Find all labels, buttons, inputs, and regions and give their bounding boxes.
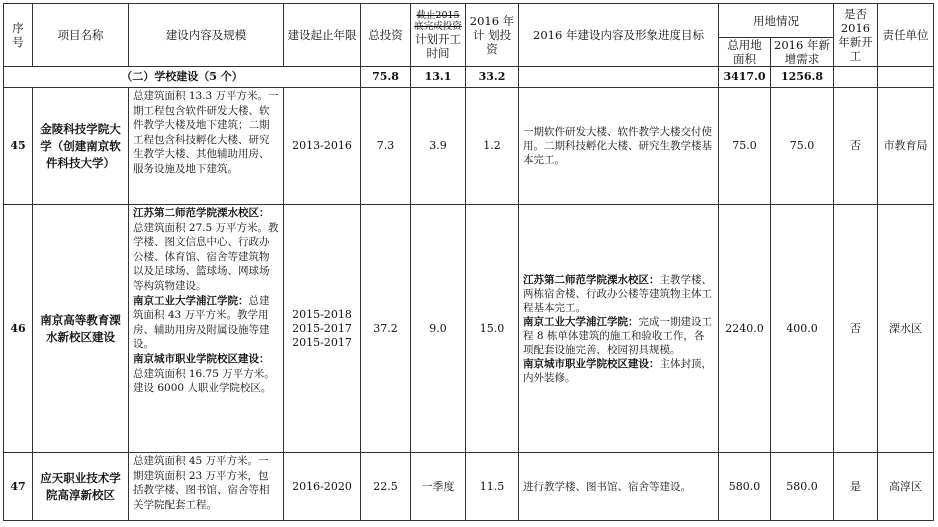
section-inv2016: 33.2 [466,67,519,88]
row-seq: 46 [4,205,33,453]
header-goal2016: 2016 年建设内容及形象进度目标 [519,4,719,67]
row-content-text: 总建筑面积 43 万平方米。教学用房、辅助用房及附属设施等建设。 [133,294,270,351]
row-unit: 高淳区 [878,453,934,521]
row-name: 南京高等教育溧水新校区建设 [33,205,129,453]
row-name: 金陵科技学院大学（创建南京软件科技大学） [33,88,129,205]
row-land-total: 75.0 [719,88,771,205]
row-period-line: 2015-2017 [292,321,352,335]
row-new-start: 否 [834,88,878,205]
row-land-new: 580.0 [771,453,834,521]
row-period-line: 2015-2018 [292,307,352,321]
table-row [4,453,934,521]
row-goal [519,88,719,205]
header-land-group: 用地情况 [719,4,834,38]
table-row [4,205,934,453]
row-seq: 47 [4,453,33,521]
row-content-text: 总建筑面积 45 万平方米。一期建筑面积 23 万平方米，包括教学楼、图书馆、宿舍等相关学院配套工程。 [133,455,270,511]
row-content [129,205,284,453]
header-inv2016: 2016 年计 划投 资 [466,4,519,67]
header-land-total: 总用地面积 [719,38,771,67]
row-inv2016: 11.5 [466,453,519,521]
section-row [4,67,934,88]
row-by2015: 3.9 [411,88,466,205]
row-total: 22.5 [361,453,411,521]
row-period [284,205,361,453]
row-period: 2016-2020 [284,453,361,521]
row-goal-text: 主教学楼、两栋宿舍楼、行政办公楼等建筑物主体工程基本完工。 [523,273,712,314]
row-plan-start: 一季度 [411,453,466,521]
row-inv2016: 1.2 [466,88,519,205]
row-content [129,88,284,205]
row-content-lead: 南京城市职业学院校区建设： [133,352,270,365]
row-content-text: 总建筑面积 16.75 万平方米。建设 6000 人职业学院校区。 [133,367,275,395]
row-name: 应天职业技术学院高淳新校区 [33,453,129,521]
row-unit: 市教育局 [878,88,934,205]
row-land-new: 75.0 [771,88,834,205]
section-title: （二）学校建设（5 个） [4,67,361,88]
row-content-text: 总建筑面积 13.3 万平方米。一期工程包含软件研发大楼、软件教学大楼及地下建筑；二期工程包含科技孵化大楼、研究生教学大楼、其他辅助用房、服务设施及地下建筑。 [133,90,279,175]
row-inv2016: 15.0 [466,205,519,453]
row-total: 37.2 [361,205,411,453]
section-unit-empty [878,67,934,88]
row-land-total: 580.0 [719,453,771,521]
row-goal-lead: 江苏第二师范学院溧水校区： [523,273,660,286]
section-land-new: 1256.8 [771,67,834,88]
row-new-start: 是 [834,453,878,521]
row-goal-text: 进行教学楼、图书馆、宿舍等建设。 [523,480,691,493]
row-goal-lead: 南京城市职业学院校区建设： [523,357,660,370]
section-by2015: 13.1 [411,67,466,88]
row-unit: 溧水区 [878,205,934,453]
section-total: 75.8 [361,67,411,88]
row-content-text: 总建筑面积 27.5 万平方米。教学楼、图文信息中心、行政办公楼、体育馆、宿舍等建筑物以及足球场、篮球场、网球场等构筑物建设。 [133,221,279,292]
section-goal-empty [519,67,719,88]
header-new-start: 是否2016年新开工 [834,4,878,67]
header-name: 项目名称 [33,4,129,67]
header-content: 建设内容及规模 [129,4,284,67]
row-content-lead: 南京工业大学浦江学院： [133,294,249,307]
row-goal [519,453,719,521]
header-plan-start: 计划开工时间 [415,32,461,60]
row-goal-text: 主体封顶，内外装修。 [523,357,712,384]
section-new-start-empty [834,67,878,88]
header-unit: 责任单位 [878,4,934,67]
header-period: 建设起止年限 [284,4,361,67]
row-goal [519,205,719,453]
row-content-lead: 江苏第二师范学院溧水校区： [133,207,270,219]
row-goal-lead: 南京工业大学浦江学院： [523,315,639,328]
row-by2015: 9.0 [411,205,466,453]
row-period-line: 2015-2017 [292,335,352,349]
row-content [129,453,284,521]
row-total: 7.3 [361,88,411,205]
row-period: 2013-2016 [284,88,361,205]
header-by2015-plan-start [411,4,466,67]
row-new-start: 否 [834,205,878,453]
header-seq: 序号 [4,4,33,67]
row-land-total: 2240.0 [719,205,771,453]
section-land-total: 3417.0 [719,67,771,88]
project-table [3,3,934,521]
header-land-new: 2016 年新增需求 [771,38,834,67]
row-land-new: 400.0 [771,205,834,453]
row-goal-text: 一期软件研发大楼、软件教学大楼交付使用。二期科技孵化大楼、研究生教学楼基本完工。 [523,126,712,166]
row-seq: 45 [4,88,33,205]
header-by2015: 截止2015底完成投资 [414,10,462,32]
row-goal-text: 完成一期建设工程 8 栋单体建筑的施工和验收工作，各项配套设施完善，校园初具规模。 [523,315,712,356]
header-total: 总投资 [361,4,411,67]
table-row [4,88,934,205]
